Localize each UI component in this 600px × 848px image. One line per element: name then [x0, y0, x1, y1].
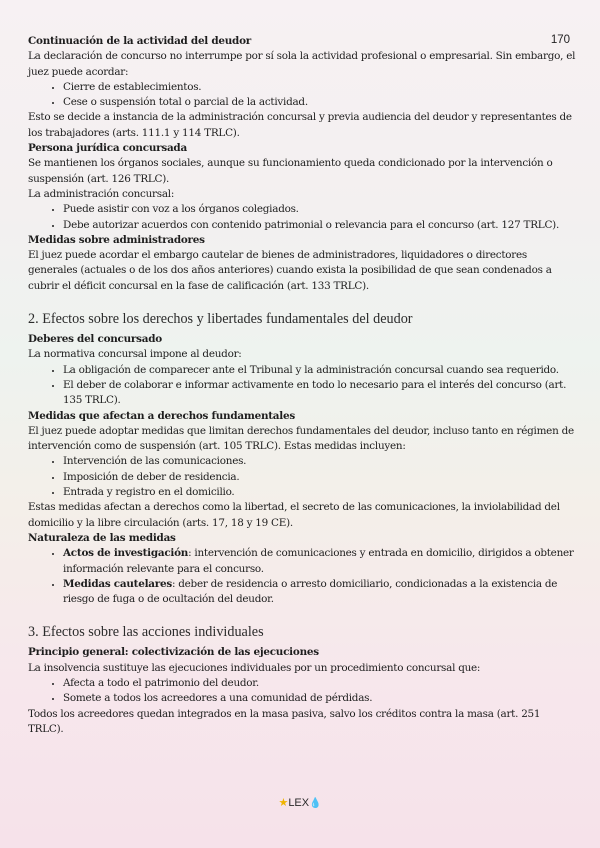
subheading-medidas-derechos: Medidas que afectan a derechos fundamentales [28, 409, 295, 422]
paragraph: La normativa concursal impone al deudor: [28, 348, 242, 361]
footer-brand: LEX [288, 797, 310, 809]
list-item: • Entrada y registro en el domicilio. [63, 485, 576, 500]
list-item: • La obligación de comparecer ante el Tribunal y la administración concursal cuando sea requerido. [63, 363, 576, 378]
list-item: • Somete a todos los acreedores a una comunidad de pérdidas. [63, 691, 576, 706]
bullet-list [28, 546, 576, 607]
paragraph: El juez puede acordar el embargo cautelar de bienes de administradores, liquidadores o directores generales (actuales o de los dos años anteriores) cuando exista la posibilidad de que sean condenados a cubrir el déficit concursal en la fase de calificación (art. 133 TRLC). [28, 249, 552, 292]
list-item: • Cierre de establecimientos. [63, 80, 576, 95]
paragraph: Se mantienen los órganos sociales, aunque su funcionamiento queda condicionado por la intervención o suspensión (art. 126 TRLC). [28, 157, 553, 185]
paragraph: La administración concursal: [28, 187, 175, 200]
bullet-list [28, 454, 576, 500]
item-bold-term: Medidas cautelares [63, 577, 172, 590]
bullet-list [28, 676, 576, 707]
subheading-principio: Principio general: colectivización de las ejecuciones [28, 646, 319, 659]
list-item: • El deber de colaborar e informar activamente en todo lo necesario para el interés del concurso (art. 135 TRLC). [63, 378, 576, 409]
list-item: • Intervención de las comunicaciones. [63, 454, 576, 469]
star-icon: ★ [278, 797, 289, 809]
drop-icon: 💧 [309, 798, 322, 809]
paragraph: La declaración de concurso no interrumpe por sí sola la actividad profesional o empresarial. Sin embargo, el juez puede acordar: [28, 50, 576, 78]
bullet-list [28, 363, 576, 409]
subheading-deberes: Deberes del concursado [28, 333, 162, 346]
list-item: • Cese o suspensión total o parcial de la actividad. [63, 95, 576, 110]
list-item: • Afecta a todo el patrimonio del deudor. [63, 676, 576, 691]
list-item [63, 577, 576, 608]
paragraph: El juez puede adoptar medidas que limitan derechos fundamentales del deudor, incluso tanto en régimen de intervención como de suspensión (art. 105 TRLC). Estas medidas incluyen: [28, 424, 574, 453]
subheading-medidas-administradores: Medidas sobre administradores [28, 233, 205, 246]
list-item: • Debe autorizar acuerdos con contenido patrimonial o relevancia para el concurso (art. 127 TRLC). [63, 218, 576, 233]
item-bold-term: Actos de investigación [63, 547, 189, 560]
footer-logo [0, 796, 600, 809]
list-item [63, 546, 576, 577]
section-heading-3: 3. Efectos sobre las acciones individuales [28, 624, 264, 641]
page-number: 170 [550, 34, 570, 46]
paragraph: La insolvencia sustituye las ejecuciones individuales por un procedimiento concursal que: [28, 661, 481, 674]
paragraph: Estas medidas afectan a derechos como la libertad, el secreto de las comunicaciones, la inviolabilidad del domicilio y la libre circulación (arts. 17, 18 y 19 CE). [28, 501, 560, 529]
bullet-list [28, 202, 576, 233]
item-text: : intervención de comunicaciones y entrada en domicilio, dirigidos a obtener información relevante para el concurso. [63, 547, 574, 575]
subheading-persona-juridica: Persona jurídica concursada [28, 142, 187, 155]
bullet-list [28, 80, 576, 111]
list-item: • Puede asistir con voz a los órganos colegiados. [63, 202, 576, 217]
section-heading-2: 2. Efectos sobre los derechos y libertades fundamentales del deudor [28, 311, 413, 328]
paragraph: Todos los acreedores quedan integrados en la masa pasiva, salvo los créditos contra la masa (art. 251 TRLC). [28, 707, 541, 735]
item-text: : deber de residencia o arresto domiciliario, condicionadas a la existencia de riesgo de fuga o de ocultación del deudor. [63, 577, 558, 606]
subheading-continuacion: Continuación de la actividad del deudor [28, 35, 251, 47]
list-item: • Imposición de deber de residencia. [63, 470, 576, 485]
paragraph: Esto se decide a instancia de la administración concursal y previa audiencia del deudor y representantes de los trabajadores (arts. 111.1 y 114 TRLC). [28, 111, 572, 139]
document-body [28, 34, 576, 737]
subheading-naturaleza: Naturaleza de las medidas [28, 531, 176, 544]
